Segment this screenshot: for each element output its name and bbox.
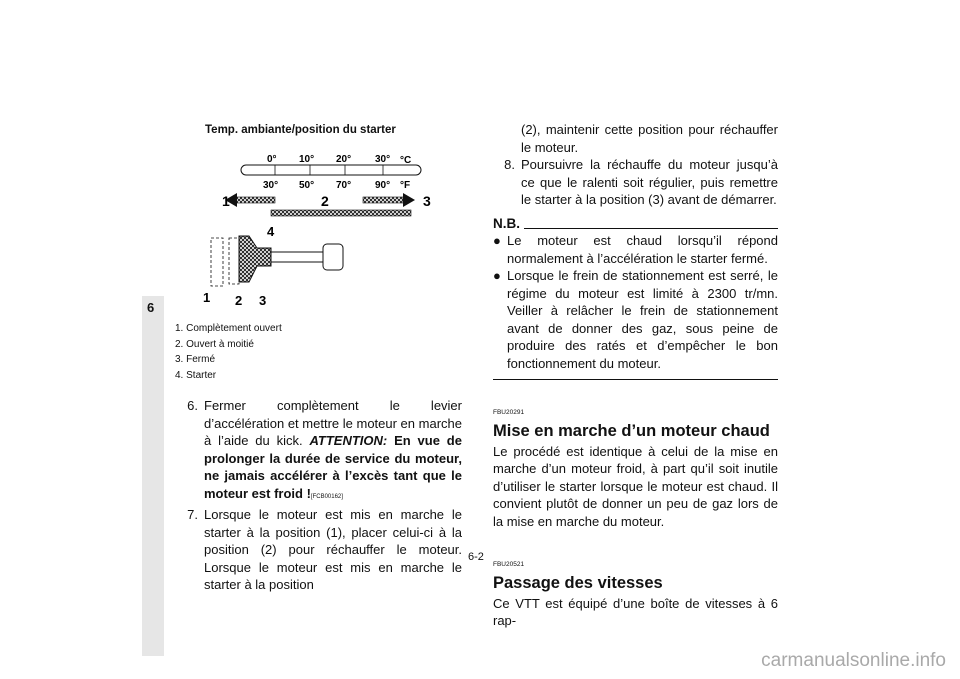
step-text: Fermer complètement le levier d’accélération et mettre le moteur en marche à l’aide du kick.	[204, 398, 462, 448]
bullet-icon: ●	[493, 268, 501, 283]
note-bullet	[493, 232, 778, 267]
step-number: 8.	[504, 157, 515, 172]
step-6	[176, 397, 462, 506]
watermark-logo: carmanualsonline.info	[761, 650, 946, 671]
page-number: 6-2	[468, 551, 484, 563]
chapter-number: 6	[147, 300, 155, 315]
section-code: FBU20291	[493, 409, 525, 416]
fahrenheit-30: 30°	[263, 180, 279, 191]
step-text: Poursuivre la réchauffe du moteur jusqu’à ce que le ralenti soit régulier, puis remettre le starter à la position (3) avant de démarrer.	[521, 157, 778, 207]
section-title-gear-shifting: Passage des vitesses	[493, 573, 663, 592]
note-text: Lorsque le frein de stationnement est serré, le régime du moteur est limité à 2300 tr/mn. Veiller à relâcher le frein de stationnement avant de donner des gaz, sous peine de produire des ratés et d’empêcher le bon fonctionnement du moteur.	[507, 268, 778, 371]
legend-item: 1. Complètement ouvert	[175, 323, 282, 334]
left-column-steps	[176, 397, 462, 594]
celsius-10: 10°	[299, 154, 315, 165]
attention-label: ATTENTION:	[309, 433, 388, 448]
note-header	[493, 215, 778, 233]
starter-temperature-diagram	[195, 140, 445, 315]
note-text: Le moteur est chaud lorsqu’il répond normalement à l’accélération le starter fermé.	[507, 233, 778, 266]
section-code: FBU20521	[493, 561, 525, 568]
starter-knob-illustration	[211, 236, 343, 286]
section-body: Ce VTT est équipé d’une boîte de vitesses à 6 rap-	[493, 595, 778, 628]
legend-item: 2. Ouvert à moitié	[175, 338, 254, 350]
diagram-legend	[175, 321, 282, 383]
diagram-title: Temp. ambiante/position du starter	[205, 124, 396, 136]
celsius-20: 20°	[336, 154, 352, 165]
callout-4: 4	[267, 224, 275, 239]
note-label: N.B.	[493, 215, 520, 231]
arrow-right-icon	[363, 193, 415, 207]
fahrenheit-70: 70°	[336, 180, 352, 191]
legend-item: 3. Fermé	[175, 354, 216, 365]
step-number: 6.	[187, 398, 198, 413]
celsius-unit: °C	[400, 155, 412, 166]
step-7	[176, 506, 462, 594]
callout-1: 1	[203, 290, 211, 305]
half-open-range-bar	[271, 210, 411, 216]
step-8	[493, 156, 778, 209]
position-label-3: 3	[423, 193, 431, 209]
step-number: 7.	[187, 507, 198, 522]
fahrenheit-50: 50°	[299, 180, 315, 191]
position-label-1: 1	[222, 193, 230, 209]
temperature-scale-bar	[241, 165, 421, 175]
position-label-2: 2	[321, 193, 329, 209]
celsius-0: 0°	[267, 154, 277, 165]
attention-text: En vue de prolonger la durée de service du moteur, ne jamais accélérer à l’excès tant que le moteur est froid !	[204, 433, 462, 501]
note-divider	[493, 379, 778, 380]
celsius-30: 30°	[375, 154, 391, 165]
callout-2: 2	[235, 293, 243, 308]
legend-item: 4. Starter	[175, 369, 217, 381]
step-7-continuation	[493, 121, 778, 156]
bullet-icon: ●	[493, 233, 501, 248]
warning-code: [FCB00162]	[310, 493, 343, 500]
note-bullet	[493, 267, 778, 372]
fahrenheit-90: 90°	[375, 180, 391, 191]
chapter-tab	[142, 296, 164, 656]
arrow-left-icon	[225, 193, 275, 207]
step-text: Lorsque le moteur est mis en marche le starter à la position (1), placer celui-ci à la position (2) pour réchauffer le moteur. Lorsque le moteur est mis en marche le starter à la position	[204, 507, 462, 592]
fahrenheit-unit: °F	[400, 180, 411, 191]
callout-3: 3	[259, 293, 267, 308]
step-text: (2), maintenir cette position pour réchauffer le moteur.	[521, 122, 778, 155]
section-body: Le procédé est identique à celui de la mise en marche d’un moteur froid, à part qu’il soit inutile d’utiliser le starter lorsque le moteur est chaud. Il convient plutôt de donner un peu de gaz lors de la mise en marche du moteur.	[493, 443, 778, 529]
section-title-warm-start: Mise en marche d’un moteur chaud	[493, 421, 770, 440]
right-column	[493, 121, 778, 630]
